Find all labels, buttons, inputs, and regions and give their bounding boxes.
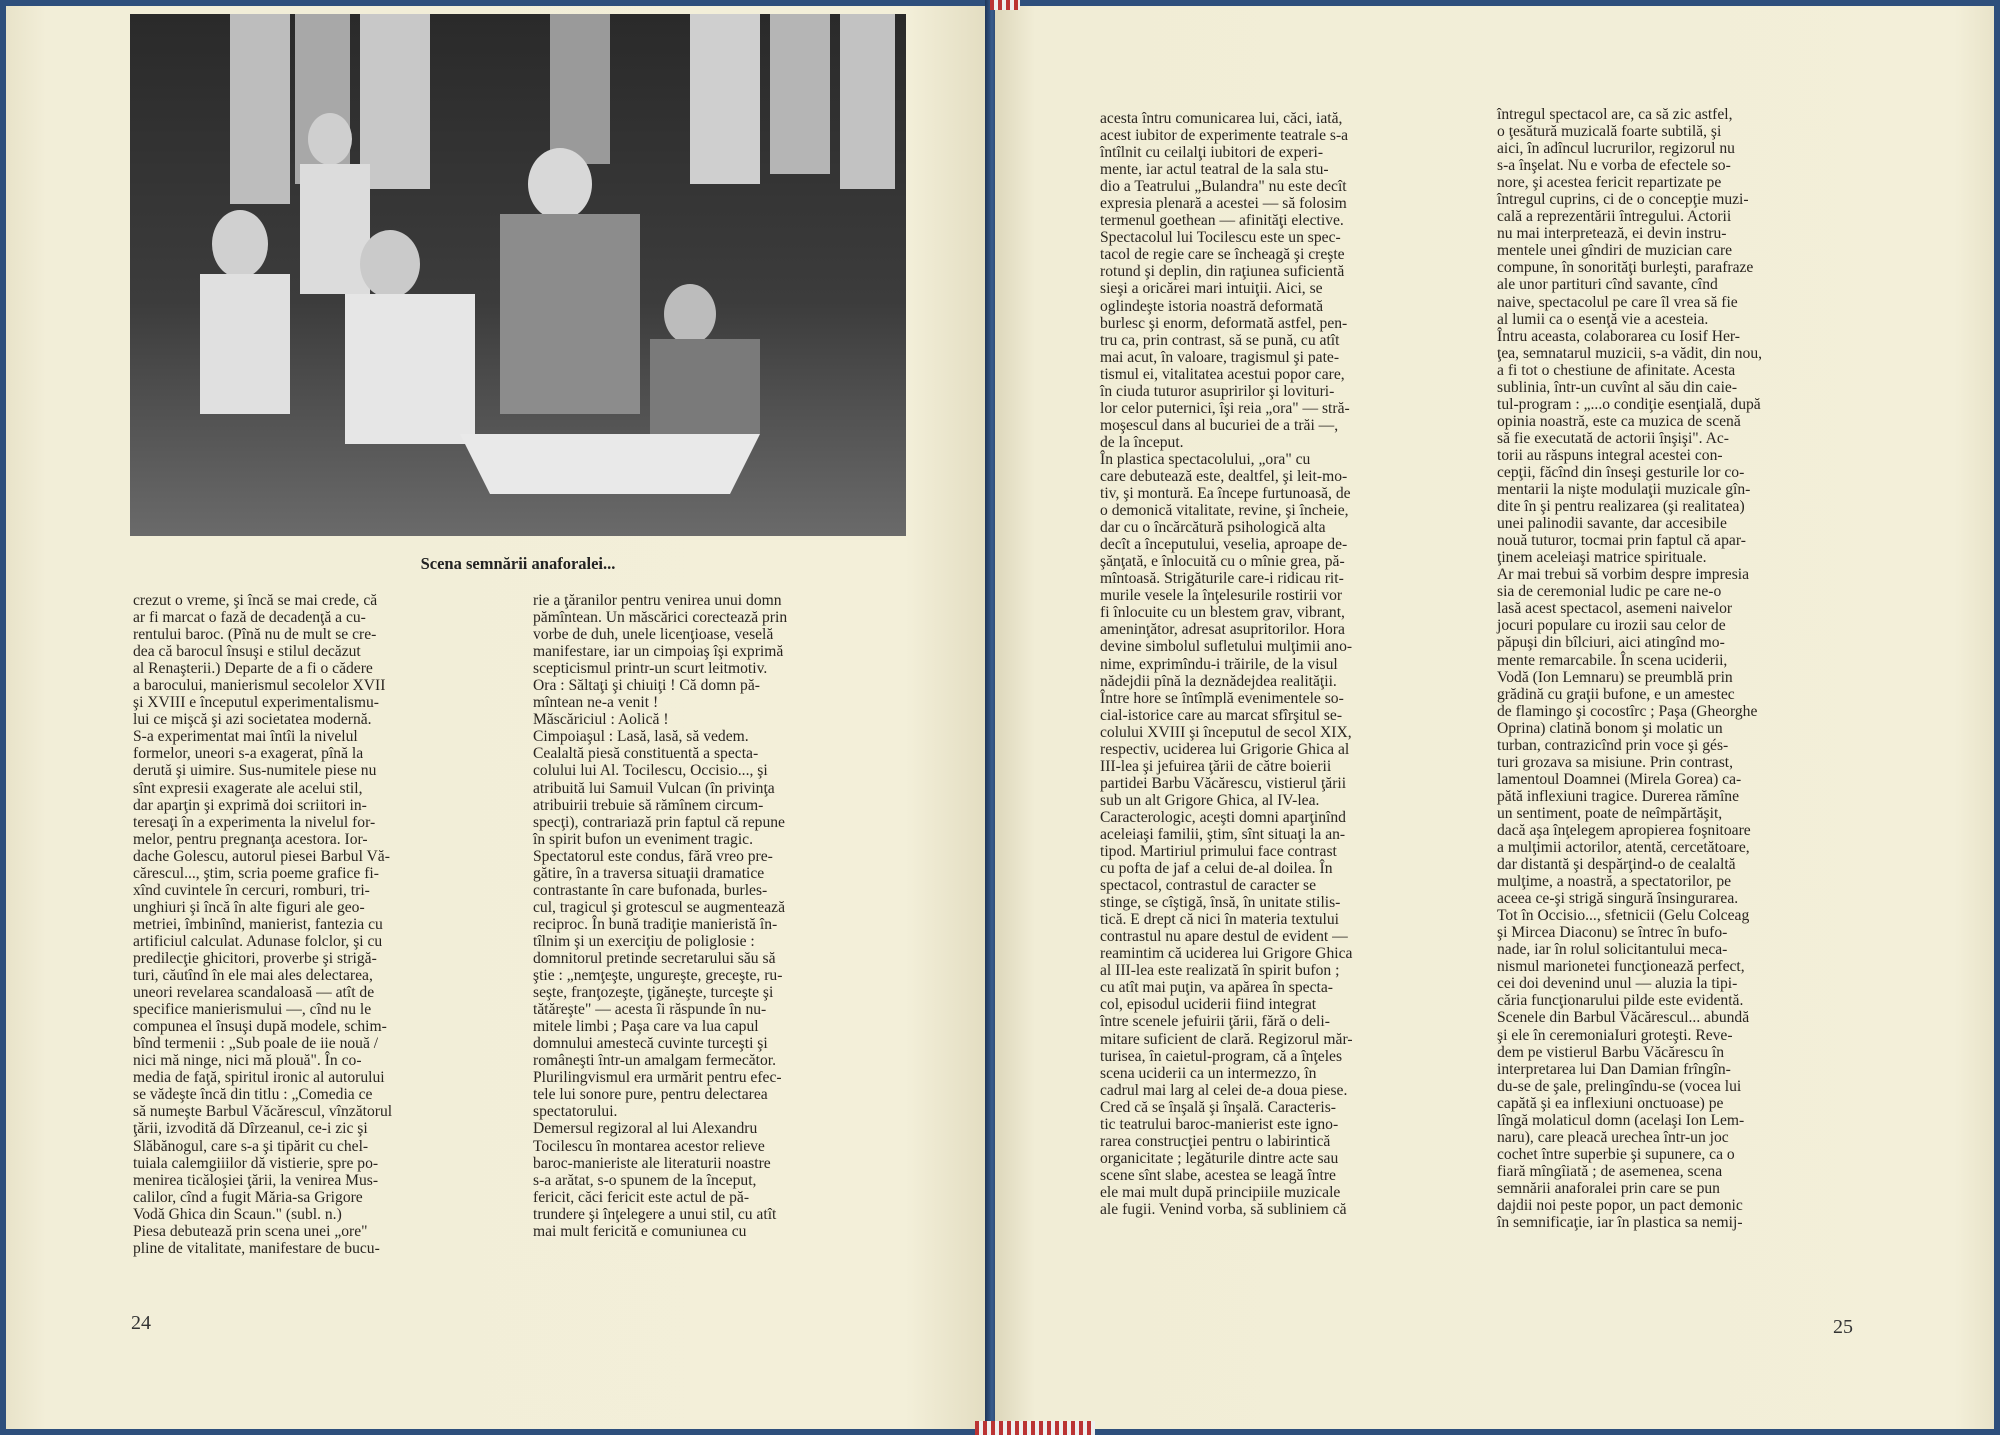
text-line: întregul spectacol are, ca să zic astfel,: [1497, 106, 1733, 123]
text-line: tică. E drept că nici în materia textului: [1100, 911, 1340, 929]
text-line: tîlnim şi un exerciţiu de poliglosie :: [533, 932, 755, 950]
text-line: nime, exprimîndu-i trăirile, de la visul: [1100, 655, 1338, 673]
text-line: mente remarcabile. În scena uciderii,: [1497, 651, 1728, 669]
text-line: Vodă Ghica din Scaun." (subl. n.): [133, 1205, 342, 1223]
text-line: o ţesătură muzicală foarte subtilă, şi: [1497, 123, 1722, 141]
text-line: torii au răspuns integral acestei con-: [1497, 446, 1723, 464]
text-line: unghiuri şi încă în alte figuri ale geo-: [133, 898, 365, 916]
text-line: cu atît mai puţin, va apărea în specta-: [1100, 979, 1333, 997]
text-line: nădejdii pînă la deznădejdea realităţii.: [1100, 672, 1337, 690]
text-line: pămîntean. Un măscărici corectează prin: [533, 609, 788, 627]
text-line: capătă şi ea inflexiuni onctuoase) pe: [1497, 1094, 1724, 1112]
text-line: xînd cuvintele în cercuri, romburi, tri-: [133, 881, 370, 899]
text-line: S-a experimentat mai întîi la nivelul: [133, 728, 358, 746]
text-line: dio a Teatrului „Bulandra" nu este decît: [1100, 178, 1347, 196]
text-line: tul-program : „...o condiţie esenţială, după: [1497, 395, 1761, 413]
text-line: contrastante în care bufonada, burles-: [533, 881, 768, 899]
right-text-column-2: [1497, 106, 1870, 1231]
text-line: respectiv, uciderea lui Grigorie Ghica al: [1100, 740, 1350, 758]
text-line: lor celor puternici, îşi reia „ora" — stră-: [1100, 399, 1350, 417]
text-line: Măscăriciul : Aolică !: [533, 711, 669, 729]
text-line: sia de ceremonial ludic pe care ne-o: [1497, 583, 1722, 601]
left-text-column-1: [133, 592, 507, 1257]
text-line: semnării anaforalei prin care se pun: [1497, 1179, 1720, 1197]
text-line: col, episodul uciderii fiind integrat: [1100, 996, 1317, 1014]
text-line: pline de vitalitate, manifestare de bucu-: [133, 1239, 380, 1257]
text-line: teresaţi în a experimenta la nivelul for-: [133, 813, 376, 831]
text-line: tru ca, prin contrast, să se pună, cu atît: [1100, 331, 1340, 349]
text-line: cală a reprezentării întregului. Actorii: [1497, 208, 1732, 226]
text-line: calilor, cînd a fugit Măria-sa Grigore: [133, 1188, 363, 1206]
text-line: a barocului, manierismul secolelor XVII: [133, 677, 386, 695]
text-line: grădină cu graţii bufone, e un amestec: [1497, 685, 1735, 703]
text-line: lui ce mişcă şi azi societatea modernă.: [133, 711, 372, 729]
text-line: manifestare, iar un cimpoiaş îşi exprimă: [533, 643, 784, 661]
text-line: şi XVIII e începutul experimentalismu-: [133, 694, 379, 712]
text-line: reamintim că uciderea lui Grigore Ghica: [1100, 945, 1353, 963]
text-line: derută şi uimire. Sus-numitele piese nu: [133, 762, 377, 780]
text-line: trundere şi înţelegere a unui stil, cu atît: [533, 1205, 777, 1223]
text-line: cadrul mai larg al celei de-a doua piese.: [1100, 1081, 1348, 1099]
stage-photo: [130, 14, 906, 536]
text-line: s-a arătat, s-o spunem de la început,: [533, 1171, 757, 1189]
text-line: ţea, semnatarul muzicii, s-a vădit, din nou,: [1497, 344, 1763, 362]
text-line: reciproc. În bună tradiţie manieristă în-: [533, 915, 778, 933]
text-line: burlesc şi enorm, deformată astfel, pen-: [1100, 314, 1348, 332]
text-line: organicitate ; legăturile dintre acte sau: [1100, 1149, 1339, 1167]
text-line: formelor, uneori s-a exagerat, pînă la: [133, 745, 364, 763]
text-line: Ora : Săltaţi şi chiuiţi ! Că domn pă-: [533, 677, 760, 695]
text-line: spectacol, contrastul de caracter se: [1100, 877, 1317, 895]
text-line: mitele limbi ; Paşa care va lua capul: [533, 1018, 759, 1036]
text-line: Ar mai trebui să vorbim despre impresia: [1497, 566, 1750, 584]
page-number-left: 24: [131, 1312, 151, 1334]
text-line: compune, în sonorităţi burleşti, parafraze: [1497, 259, 1754, 277]
text-line: dar cu o încărcătură psihologică alta: [1100, 519, 1326, 537]
text-line: baroc-manieriste ale literaturii noastre: [533, 1154, 771, 1172]
text-line: du-se de şale, prelingîndu-se (vocea lui: [1497, 1077, 1742, 1095]
text-line: bînd termenii : „Sub poale de iie nouă /: [133, 1035, 379, 1053]
text-line: dar aparţin şi exprimă doi scriitori in-: [133, 796, 367, 814]
text-line: nade, iar în rolul solicitantului meca-: [1497, 941, 1728, 959]
text-line: acest iubitor de experimente teatrale s-a: [1100, 127, 1349, 145]
text-line: rotund şi deplin, din raţiunea suficientă: [1100, 263, 1345, 281]
text-line: mulţime, a noastră, a spectatorilor, pe: [1497, 873, 1732, 891]
text-line: artificiul calculat. Adunase folclor, şi cu: [133, 932, 383, 950]
text-line: interpretarea lui Dan Damian frîngîn-: [1497, 1060, 1731, 1078]
text-line: nore, şi acestea fericit repartizate pe: [1497, 174, 1722, 192]
text-line: Spectacolul lui Tocilescu este un spec-: [1100, 229, 1341, 247]
text-line: predilecţie ghicitori, proverbe şi strigă-: [133, 949, 377, 967]
text-line: rie a ţăranilor pentru venirea unui domn: [533, 592, 782, 609]
text-line: lasă acest spectacol, asemeni naivelor: [1497, 600, 1733, 618]
text-line: tuiala calemgiiilor dă vistierie, spre po-: [133, 1154, 379, 1172]
text-line: Demersul regizoral al lui Alexandru: [533, 1120, 758, 1138]
text-line: să numeşte Barbul Văcărescul, vînzătorul: [133, 1103, 393, 1121]
text-line: rentului baroc. (Pînă nu de mult se cre-: [133, 626, 377, 644]
text-line: în spirit bufon un eveniment tragic.: [533, 830, 753, 848]
text-line: a mulţimii actorilor, atentă, cercetătoare,: [1497, 839, 1750, 857]
text-line: tic teatrului baroc-manierist este igno-: [1100, 1115, 1339, 1133]
text-line: scena uciderii ca un intermezzo, în: [1100, 1064, 1317, 1082]
text-line: ale unor partituri cînd savante, cînd: [1497, 276, 1718, 294]
text-line: dem pe vistierul Barbu Văcărescu în: [1497, 1043, 1725, 1061]
text-line: unei palinodii savante, dar accesibile: [1497, 515, 1727, 533]
text-line: partidei Barbu Văcărescu, vistierul ţării: [1100, 774, 1347, 792]
text-line: naive, spectacolul pe care îl vrea să fie: [1497, 293, 1738, 311]
text-line: fericit, căci fericit este actul de pă-: [533, 1188, 750, 1206]
text-line: în ciuda tuturor asupririlor şi lovituri-: [1100, 382, 1335, 400]
text-line: tătăreşte" — acesta îi răspunde în nu-: [533, 1001, 767, 1019]
text-line: Cimpoiaşul : Lasă, lasă, să vedem.: [533, 728, 749, 746]
text-line: sublinia, într-un cuvînt al său din caie-: [1497, 378, 1738, 396]
text-line: stinge, se cîştigă, însă, în unitate stilis-: [1100, 894, 1341, 912]
text-line: Slăbănogul, care s-a şi tipărit cu chel-: [133, 1137, 369, 1155]
text-line: tele lui sonore pure, pentru delectarea: [533, 1086, 768, 1104]
text-line: mentele unei gîndiri de muzician care: [1497, 242, 1733, 260]
photo-caption: Scena semnării anaforalei...: [420, 554, 616, 573]
text-line: cei doi devenind unul — aluzia la tipi-: [1497, 975, 1738, 993]
text-line: sub un alt Grigore Ghica, al IV-lea.: [1100, 791, 1320, 809]
text-line: domnitorul pretinde secretarului său să: [533, 949, 776, 967]
text-line: un sentiment, poate de neîmpărtăşit,: [1497, 804, 1723, 822]
text-line: Oprina) clatină bonom şi molatic un: [1497, 719, 1723, 737]
text-line: păpuşi din bîlciuri, aici atingînd mo-: [1497, 634, 1725, 652]
text-line: în semnificaţie, iar în plastica sa nemij-: [1497, 1214, 1743, 1232]
right-page: [995, 6, 1994, 1429]
text-line: Între hore se întîmplă evenimentele so-: [1100, 689, 1344, 707]
text-line: Cred că se înşală şi înşală. Caracteris-: [1100, 1098, 1336, 1116]
text-line: termenul goethean — afinităţi elective.: [1100, 212, 1344, 230]
text-line: cepţii, făcînd din înseşi gesturile lor co-: [1497, 463, 1745, 481]
text-line: cochet între superbie şi supunere, ca o: [1497, 1145, 1735, 1163]
text-line: care debutează este, dealtfel, şi leit-mo-: [1100, 467, 1348, 485]
text-line: mîntoasă. Strigăturile care-i ridicau rit-: [1100, 570, 1344, 588]
text-line: dea că barocul însuşi e stilul decăzut: [133, 643, 361, 661]
text-line: Spectatorul este condus, fără vreo pre-: [533, 847, 773, 865]
text-line: de la început.: [1100, 433, 1184, 451]
text-line: dar distantă şi despărţind-o de cealaltă: [1497, 856, 1736, 874]
text-line: mentarii la nişte modulaţii muzicale gîn-: [1497, 481, 1751, 499]
text-line: Întru aceasta, colaborarea cu Iosif Her-: [1497, 327, 1740, 345]
text-line: contrastul nu apare destul de evident —: [1100, 928, 1348, 946]
text-line: al Renaşterii.) Departe de a fi o cădere: [133, 660, 373, 678]
text-line: domnului amestecă cuvinte turceşti şi: [533, 1035, 768, 1053]
text-line: turban, contrazicînd prin voce şi gés-: [1497, 736, 1729, 754]
text-line: Piesa debutează prin scena unei „ore": [133, 1222, 368, 1240]
text-line: aceea ce-şi strigă singură însingurarea.: [1497, 890, 1739, 908]
text-line: expresia plenară a acestei — să folosim: [1100, 195, 1347, 213]
text-line: menirea ticăloşiei ţării, la venirea Mus-: [133, 1171, 379, 1189]
binding-thread-top: [990, 0, 1020, 10]
left-page: [6, 6, 991, 1429]
text-line: nici mă ninge, nici mă plouă". În co-: [133, 1052, 362, 1070]
text-line: al III-lea este realizată în spirit bufon ;: [1100, 962, 1340, 980]
text-line: tacol de regie care se încheagă şi creşte: [1100, 246, 1345, 264]
text-line: dache Golescu, autorul piesei Barbul Vă-: [133, 847, 390, 865]
text-line: româneşti într-un amalgam fermecător.: [533, 1052, 777, 1070]
text-line: ţinem aceleiaşi matrice spirituale.: [1497, 549, 1707, 567]
text-line: s-a înşelat. Nu e vorba de efectele so-: [1497, 157, 1731, 175]
binding-thread: [975, 1421, 1095, 1435]
text-line: opinia noastră, este ca muzica de scenă: [1497, 412, 1741, 430]
text-line: acesta întru comunicarea lui, căci, iată,: [1100, 110, 1343, 127]
text-line: mitare suficient de clară. Regizorul măr-: [1100, 1030, 1353, 1048]
text-line: nismul marionetei funcţionează perfect,: [1497, 958, 1745, 976]
text-line: ţării, izvodită dă Dîrzeanul, ce-i zic şi: [133, 1120, 368, 1138]
text-line: colului lui Al. Tocilescu, Occisio..., şi: [533, 762, 768, 780]
text-line: devine simbolul sufletului mulţimii ano-: [1100, 638, 1353, 656]
text-line: cu pofta de jaf a celui de-al doilea. În: [1100, 860, 1333, 878]
text-line: metriei, îmbinînd, manierist, fantezia cu: [133, 915, 383, 933]
text-line: căria funcţionarului pilde este evidentă.: [1497, 992, 1744, 1010]
page-number-right: 25: [1833, 1316, 1853, 1338]
text-line: rarea construcţiei pentru o labirintică: [1100, 1132, 1331, 1150]
text-line: moşescul dans al bucuriei de a trăi —,: [1100, 416, 1339, 434]
text-line: atribuirii trebuie să rămînem circum-: [533, 796, 764, 814]
text-line: crezut o vreme, şi încă se mai crede, că: [133, 592, 378, 609]
text-line: şi Mircea Diaconu) se întrec în bufo-: [1497, 924, 1728, 942]
text-line: dajdii noi peste popor, un pact demonic: [1497, 1197, 1743, 1214]
text-line: şănţată, e înlocuită cu o mînie grea, pă-: [1100, 553, 1345, 571]
text-line: melor, pentru pregnanţa acestora. Ior-: [133, 830, 368, 848]
text-line: întregul cuprins, ci de o concepţie muzi-: [1497, 191, 1749, 209]
text-line: tiv, şi montură. Ea începe furtunoasă, de: [1100, 485, 1351, 503]
text-line: Plurilingvismul era urmărit pentru efec-: [533, 1069, 782, 1087]
text-line: Tocilescu în montarea acestor relieve: [533, 1137, 765, 1155]
text-line: specifice manierismului —, cînd nu le: [133, 1001, 372, 1019]
text-line: sieşi a oricărei mari intuiţii. Aici, se: [1100, 280, 1323, 298]
text-line: Scenele din Barbul Văcărescul... abundă: [1497, 1009, 1750, 1027]
text-line: seşte, franţozeşte, ţigăneşte, turceşte şi: [533, 984, 774, 1002]
text-line: vorbe de duh, unele licenţioase, veselă: [533, 626, 774, 644]
text-line: uneori revelarea scandaloasă — atît de: [133, 984, 375, 1002]
text-line: media de faţă, spiritul ironic al autorului: [133, 1069, 385, 1087]
text-line: turi, căutînd în ele mai ales delectarea,: [133, 967, 373, 985]
text-line: Cealaltă piesă constituentă a specta-: [533, 745, 759, 763]
text-line: fiară mîngîiată ; de asemenea, scena: [1497, 1162, 1723, 1180]
text-line: aceleiaşi familii, ştim, sînt situaţi la an-: [1100, 825, 1346, 843]
text-line: atribuită lui Samuil Vulcan (în privinţa: [533, 779, 775, 797]
text-line: o demonică vitalitate, revine, şi încheie,: [1100, 502, 1349, 520]
text-line: naru), care pleacă urechea într-un joc: [1497, 1128, 1729, 1146]
text-line: al lumii ca o esenţă vie a acesteia.: [1497, 310, 1709, 328]
text-line: nu mai interpretează, ei devin instru-: [1497, 225, 1727, 243]
text-line: dacă aşa înţelegem apropierea foşnitoare: [1497, 821, 1751, 839]
text-line: pătă inflexiuni tragice. Durerea rămîne: [1497, 787, 1740, 805]
text-line: ale fugii. Venind vorba, să subliniem că: [1100, 1201, 1347, 1218]
text-line: mîntean ne-a venit !: [533, 694, 659, 712]
text-line: tismul ei, vitalitatea acestui popor care,: [1100, 365, 1345, 383]
text-line: gătire, în a traversa situaţii dramatice: [533, 864, 765, 882]
text-line: ele mai mult după principiile muzicale: [1100, 1183, 1341, 1201]
text-line: ar fi marcat o fază de decadenţă a cu-: [133, 609, 366, 627]
text-line: să fie executată de actorii înşişi". Ac-: [1497, 429, 1729, 447]
text-line: compunea el însuşi după modele, schim-: [133, 1018, 387, 1036]
text-line: întîlnit cu ceilalţi iubitori de experi-: [1100, 144, 1324, 162]
text-line: cărescul..., ştim, scria poeme grafice fi-: [133, 864, 379, 882]
text-line: cul, tragicul şi grotescul se augmentează: [533, 898, 785, 916]
text-line: scene sînt slabe, acestea se leagă între: [1100, 1166, 1336, 1184]
text-line: şi ele în ceremoniaIuri groteşti. Reve-: [1497, 1026, 1733, 1044]
text-line: se vădeşte încă din titlu : „Comedia ce: [133, 1086, 373, 1104]
text-line: Tot în Occisio..., sfetnicii (Gelu Colceag: [1497, 907, 1750, 925]
text-line: decît a începutului, veselia, aproape de-: [1100, 536, 1348, 554]
right-text-column-1: [1100, 110, 1475, 1218]
text-line: mai acut, în valoare, tragismul şi pate-: [1100, 348, 1340, 366]
text-line: În plastica spectacolului, „ora" cu: [1100, 450, 1311, 468]
text-line: colului XVIII şi începutul de secol XIX,: [1100, 723, 1352, 741]
text-line: oglindeşte istoria noastră deformată: [1100, 297, 1324, 315]
text-line: jocuri populare cu irozii sau celor de: [1497, 617, 1726, 635]
text-line: de flamingo şi cocostîrc ; Paşa (Gheorghe: [1497, 702, 1758, 720]
text-line: lamentoul Doamnei (Mirela Gorea) ca-: [1497, 770, 1742, 788]
text-line: III-lea şi jefuirea ţării de către boierii: [1100, 757, 1332, 775]
text-line: Vodă (Ion Lemnaru) se preumblă prin: [1497, 668, 1733, 686]
text-line: specţi), contrariază prin faptul că repune: [533, 813, 785, 831]
text-line: a fi tot o chestiune de afinitate. Acesta: [1497, 361, 1736, 379]
text-line: mente, iar actul teatral de la sala stu-: [1100, 161, 1329, 179]
text-line: între scenele jefuirii ţării, fără o deli-: [1100, 1013, 1330, 1031]
text-line: murile vesele la înţelesurile rostirii vor: [1100, 587, 1343, 605]
text-line: Caracterologic, aceşti domni aparţinînd: [1100, 808, 1346, 826]
text-line: ameninţător, adresat asupritorilor. Hora: [1100, 621, 1345, 639]
text-line: turisea, în caietul-program, că a înţeles: [1100, 1047, 1343, 1065]
text-line: dite în şi pentru realizarea (şi realitatea): [1497, 498, 1745, 516]
text-line: spectatorului.: [533, 1103, 618, 1121]
text-line: mai mult fericită e comuniunea cu: [533, 1222, 747, 1240]
text-line: cial-istorice care au marcat sfîrşitul se-: [1100, 706, 1343, 724]
text-line: turi grozava sa misiune. Prin contrast,: [1497, 753, 1734, 771]
text-line: fi înlocuite cu un blestem grav, vibrant,: [1100, 604, 1345, 622]
text-line: aici, în adîncul lucrurilor, regizorul nu: [1497, 140, 1735, 158]
photo-image: [130, 14, 906, 536]
left-text-column-2: [533, 592, 909, 1240]
text-line: scepticismul printr-un scurt leitmotiv.: [533, 660, 768, 678]
text-line: nouă tuturor, tocmai prin faptul că apar-: [1497, 532, 1746, 550]
text-line: sînt expresii exagerate ale acelui stil,: [133, 779, 363, 797]
text-line: ştie : „nemţeşte, ungureşte, greceşte, ru-: [533, 967, 783, 985]
text-line: tipod. Martiriul primului face contrast: [1100, 843, 1337, 861]
text-line: lîngă molaticul domn (acelaşi Ion Lem-: [1497, 1111, 1745, 1129]
